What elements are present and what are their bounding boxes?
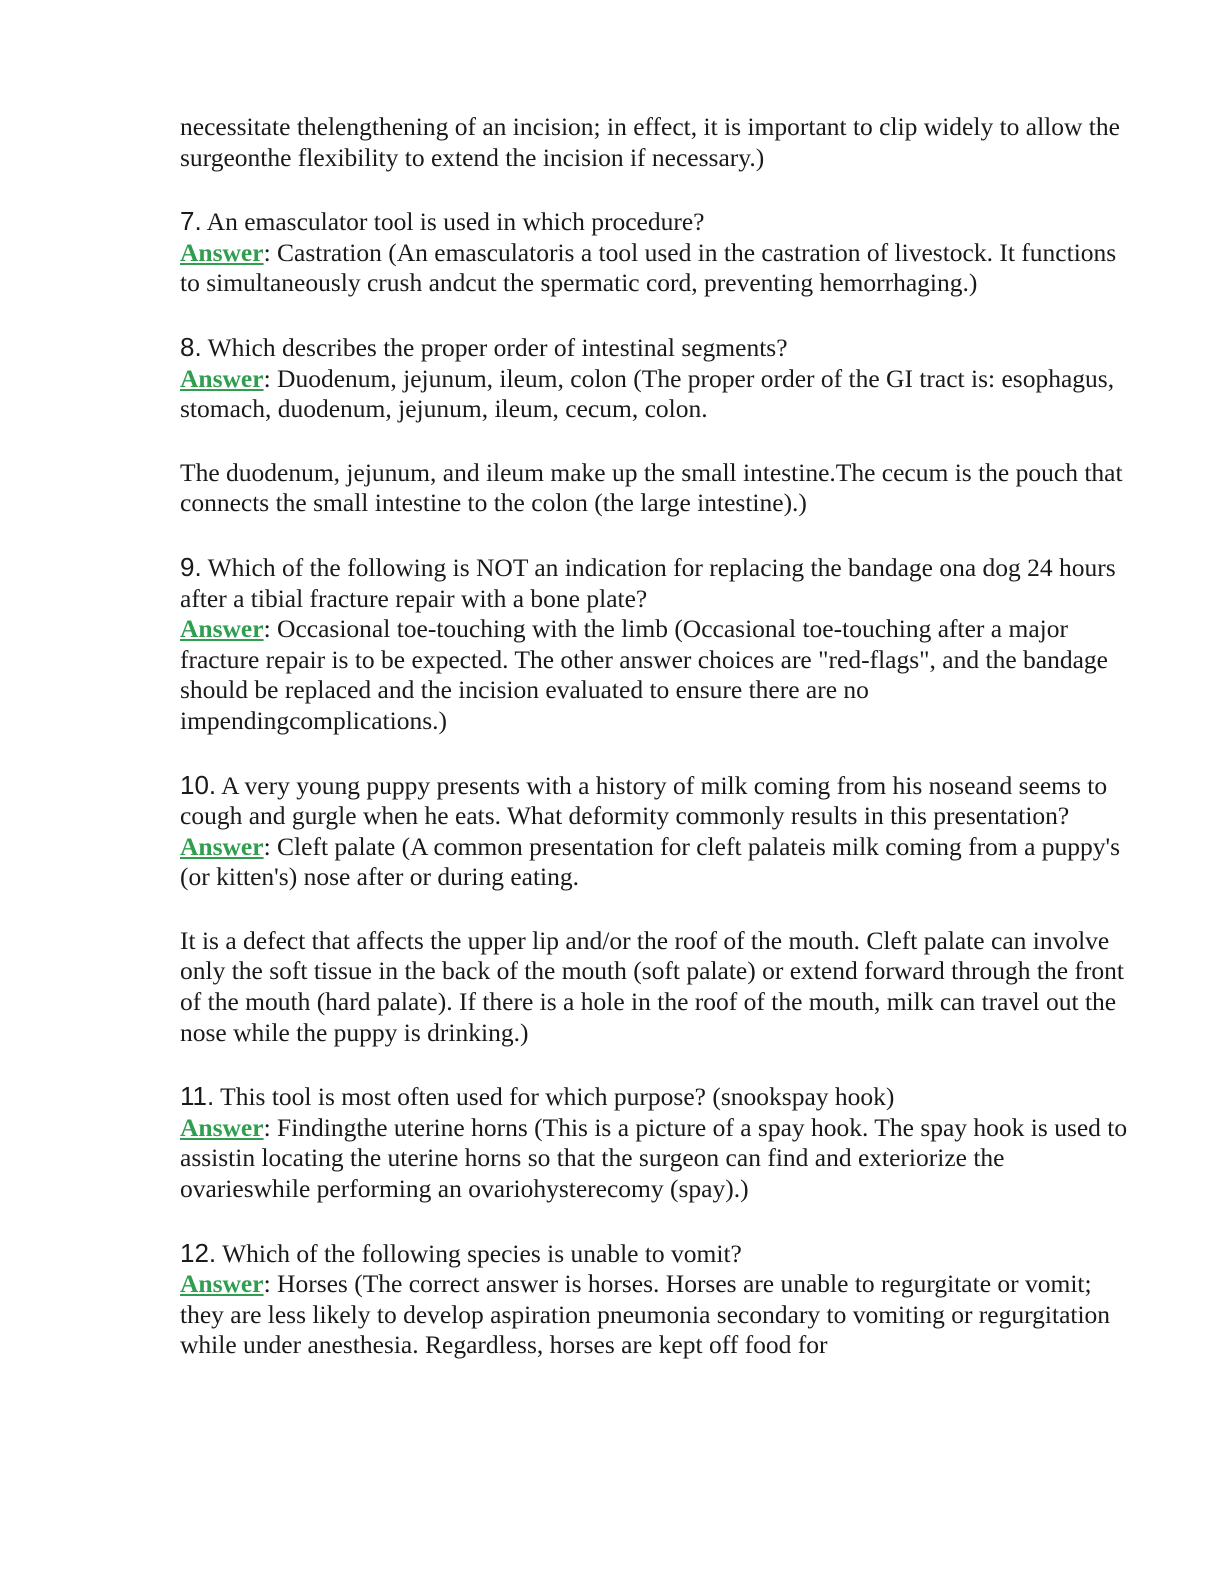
spacer [180, 299, 1130, 332]
question-text: Which of the following is NOT an indication for replacing the bandage ona dog 24 hours after a tibial fracture repair with a bone plate? [180, 552, 1116, 613]
spacer [180, 173, 1130, 206]
question-number: 11. [180, 1081, 215, 1112]
question-line [180, 770, 1130, 832]
question-block [180, 332, 1130, 519]
question-line [180, 552, 1130, 614]
question-text: This tool is most often used for which purpose? (snookspay hook) [220, 1082, 895, 1112]
answer-label: Answer [180, 237, 264, 267]
question-line [180, 1081, 1130, 1113]
answer-label: Answer [180, 1269, 264, 1299]
answer-text: : Cleft palate (A common presentation for cleft palateis milk coming from a puppy's (or kitten's) nose after or during eating. [180, 831, 1121, 892]
answer-paragraph [180, 238, 1130, 299]
answer-label: Answer [180, 1112, 264, 1142]
question-text: An emasculator tool is used in which procedure? [206, 207, 705, 237]
question-number: 8. [180, 331, 202, 362]
question-text: Which of the following species is unable to vomit? [222, 1238, 742, 1268]
answer-label: Answer [180, 363, 264, 393]
spacer [180, 1205, 1130, 1238]
answer-paragraph [180, 1269, 1130, 1361]
question-block [180, 552, 1130, 737]
spacer [180, 1048, 1130, 1081]
answer-text: : Horses (The correct answer is horses. Horses are unable to regurgitate or vomit; they are less likely to develop aspiration pneumonia secondary to vomiting or regurgitation while under anesthesia. Regardless, horses are kept off food for [180, 1269, 1111, 1360]
answer-paragraph [180, 364, 1130, 425]
spacer [180, 893, 1130, 926]
question-number: 9. [180, 551, 202, 582]
spacer [180, 519, 1130, 552]
question-block [180, 1238, 1130, 1361]
intro-paragraph: necessitate thelengthening of an incision; in effect, it is important to clip widely to allow the surgeonthe flexibility to extend the incision if necessary.) [180, 112, 1120, 172]
answer-text: : Castration (An emasculatoris a tool used in the castration of livestock. It functions to simultaneously crush andcut the spermatic cord, preventing hemorrhaging.) [180, 237, 1117, 298]
question-line [180, 206, 1130, 238]
answer-label: Answer [180, 614, 264, 644]
question-line [180, 1238, 1130, 1270]
answer-continuation: It is a defect that affects the upper lip and/or the roof of the mouth. Cleft palate can involve only the soft tissue in the back of the mouth (soft palate) or extend forward through the front of the mouth (hard palate). If there is a hole in the roof of the mouth, milk can travel out the nose while the puppy is drinking.) [180, 925, 1124, 1047]
answer-continuation: The duodenum, jejunum, and ileum make up the small intestine.The cecum is the pouch that connects the small intestine to the colon (the large intestine).) [180, 457, 1123, 518]
answer-text: : Duodenum, jejunum, ileum, colon (The proper order of the GI tract is: esophagus, stomach, duodenum, jejunum, ileum, cecum, colon. [180, 363, 1115, 424]
question-line [180, 332, 1130, 364]
question-text: Which describes the proper order of intestinal segments? [207, 332, 788, 362]
question-text: A very young puppy presents with a history of milk coming from his noseand seems to cough and gurgle when he eats. What deformity commonly results in this presentation? [180, 770, 1108, 831]
answer-paragraph [180, 1113, 1130, 1205]
answer-text: : Findingthe uterine horns (This is a picture of a spay hook. The spay hook is used to assistin locating the uterine horns so that the surgeon can find and exteriorize the ovarieswhile performing an ovariohysterecomy (spay).) [180, 1112, 1128, 1204]
answer-text: : Occasional toe-touching with the limb (Occasional toe-touching after a major fracture repair is to be expected. The other answer choices are "red-flags", and the bandage should be replaced and the incision evaluated to ensure there are no impendingcomplications.) [180, 614, 1108, 735]
answer-paragraph [180, 614, 1130, 736]
spacer [180, 737, 1130, 770]
document-page [180, 112, 1130, 1361]
question-number: 7. [180, 206, 202, 237]
question-number: 12. [180, 1237, 217, 1268]
question-block [180, 1081, 1130, 1204]
spacer [180, 425, 1130, 458]
question-block [180, 770, 1130, 1049]
question-number: 10. [180, 769, 217, 800]
answer-label: Answer [180, 831, 264, 861]
question-block [180, 206, 1130, 299]
answer-paragraph [180, 832, 1130, 893]
